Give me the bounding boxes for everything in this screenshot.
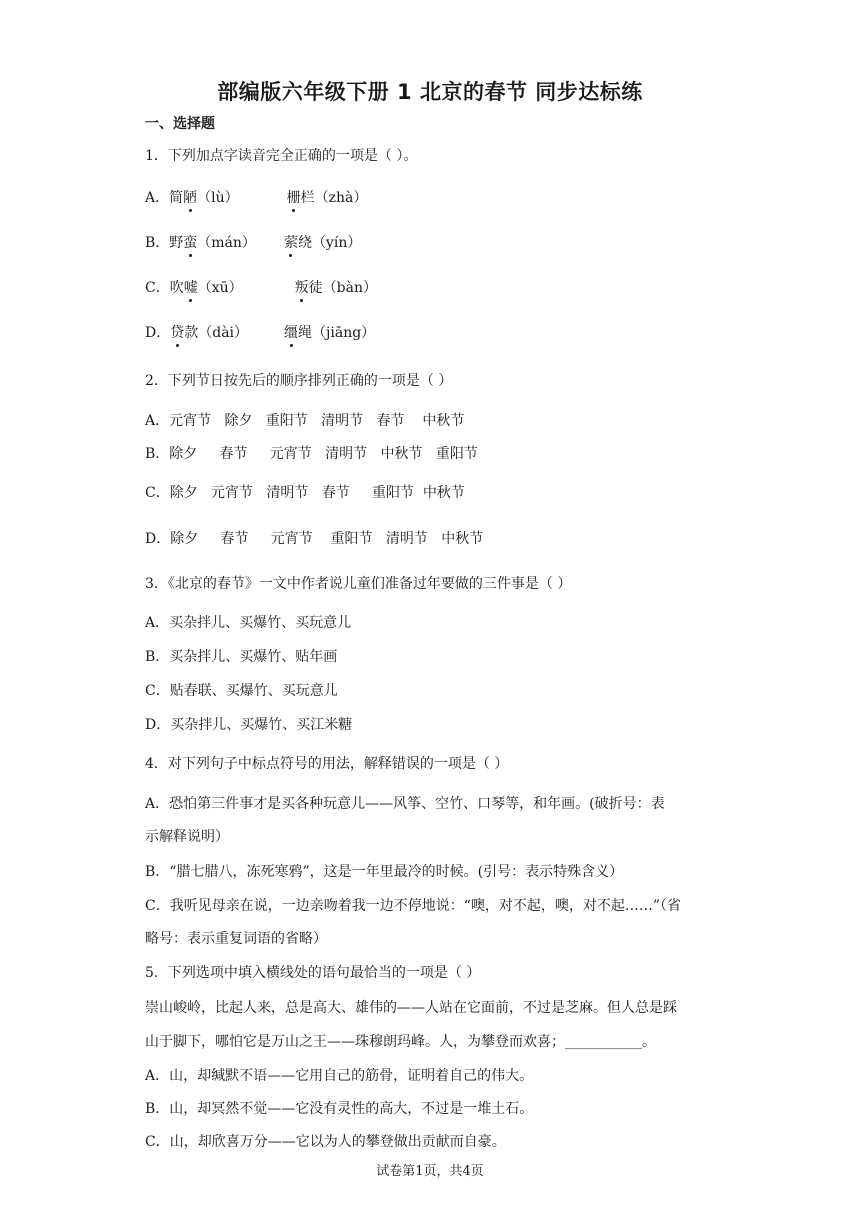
question-2-option-c[interactable]: C．除夕 元宵节 清明节 春节 重阳节 中秋节: [145, 485, 465, 501]
question-4-option-a-line-1[interactable]: A．恐怕第三件事才是买各种玩意儿——风筝、空竹、口琴等，和年画。(破折号：表: [145, 796, 665, 812]
question-2-option-d[interactable]: D．除夕 春节 元宵节 重阳节 清明节 中秋节: [145, 531, 484, 547]
question-4-option-c-line-1[interactable]: C．我听见母亲在说，一边亲吻着我一边不停地说：“噢，对不起，噢，对不起……”（省: [145, 898, 682, 914]
question-4-option-a-line-2[interactable]: 示解释说明）: [145, 829, 229, 845]
question-5-option-b[interactable]: B．山，却冥然不觉——它没有灵性的高大，不过是一堆土石。: [145, 1101, 534, 1117]
question-3-option-d[interactable]: D．买杂拌儿、买爆竹、买江米糖: [145, 717, 353, 733]
question-1-stem: 1．下列加点字读音完全正确的一项是（ ）。: [145, 148, 418, 164]
question-5-option-a[interactable]: A．山，却缄默不语——它用自己的筋骨，证明着自己的伟大。: [145, 1068, 534, 1084]
question-5-passage-line-1: 崇山峻岭，比起人来，总是高大、雄伟的——人站在它面前，不过是芝麻。但人总是踩: [145, 1000, 677, 1016]
question-1-option-c[interactable]: C．吹嘘（xū） 叛徒（bàn）: [145, 280, 377, 296]
emphasis-dot-char: 栅: [286, 190, 301, 206]
question-2-option-b[interactable]: B．除夕 春节 元宵节 清明节 中秋节 重阳节: [145, 446, 478, 462]
question-4-stem: 4．对下列句子中标点符号的用法，解释错误的一项是（ ）: [145, 756, 509, 772]
emphasis-dot-char: 叛: [294, 280, 309, 296]
page-footer: 试卷第1页，共4页: [376, 1164, 484, 1179]
question-3-option-b[interactable]: B．买杂拌儿、买爆竹、贴年画: [145, 649, 338, 665]
question-4-option-b[interactable]: B．“腊七腊八，冻死寒鸦”，这是一年里最冷的时候。(引号：表示特殊含义）: [145, 864, 624, 880]
question-3-option-a[interactable]: A．买杂拌儿、买爆竹、买玩意儿: [145, 615, 352, 631]
emphasis-dot-char: 陋: [183, 190, 198, 206]
section-heading: 一、选择题: [145, 116, 215, 132]
question-4-option-c-line-2[interactable]: 略号：表示重复词语的省略）: [145, 931, 327, 947]
question-1-option-a[interactable]: A．简陋（lù） 栅栏（zhà）: [145, 190, 368, 206]
emphasis-dot-char: 蛮: [183, 235, 198, 251]
question-5-passage-line-2: 山于脚下，哪怕它是万山之王——珠穆朗玛峰。人，为攀登而欢喜；___________。: [145, 1034, 656, 1050]
question-5-option-c[interactable]: C．山，却欣喜万分——它以为人的攀登做出贡献而自豪。: [145, 1134, 506, 1150]
emphasis-dot-char: 萦: [283, 235, 298, 251]
question-1-option-d[interactable]: D．贷款（dài） 缰绳（jiāng）: [145, 325, 376, 341]
question-3-stem: 3．《北京的春节》一文中作者说儿童们准备过年要做的三件事是（ ）: [145, 576, 572, 592]
question-2-option-a[interactable]: A．元宵节 除夕 重阳节 清明节 春节 中秋节: [145, 413, 465, 429]
emphasis-dot-char: 贷: [170, 325, 185, 341]
page-title: 部编版六年级下册 1 北京的春节 同步达标练: [217, 80, 643, 104]
question-1-option-b[interactable]: B．野蛮（mán） 萦绕（yín）: [145, 235, 362, 251]
question-5-stem: 5．下列选项中填入横线处的语句最恰当的一项是（ ）: [145, 965, 481, 981]
question-3-option-c[interactable]: C．贴春联、买爆竹、买玩意儿: [145, 683, 338, 699]
emphasis-dot-char: 嘘: [183, 280, 198, 296]
question-2-stem: 2．下列节日按先后的顺序排列正确的一项是（ ）: [145, 373, 453, 389]
emphasis-dot-char: 缰: [284, 325, 299, 341]
